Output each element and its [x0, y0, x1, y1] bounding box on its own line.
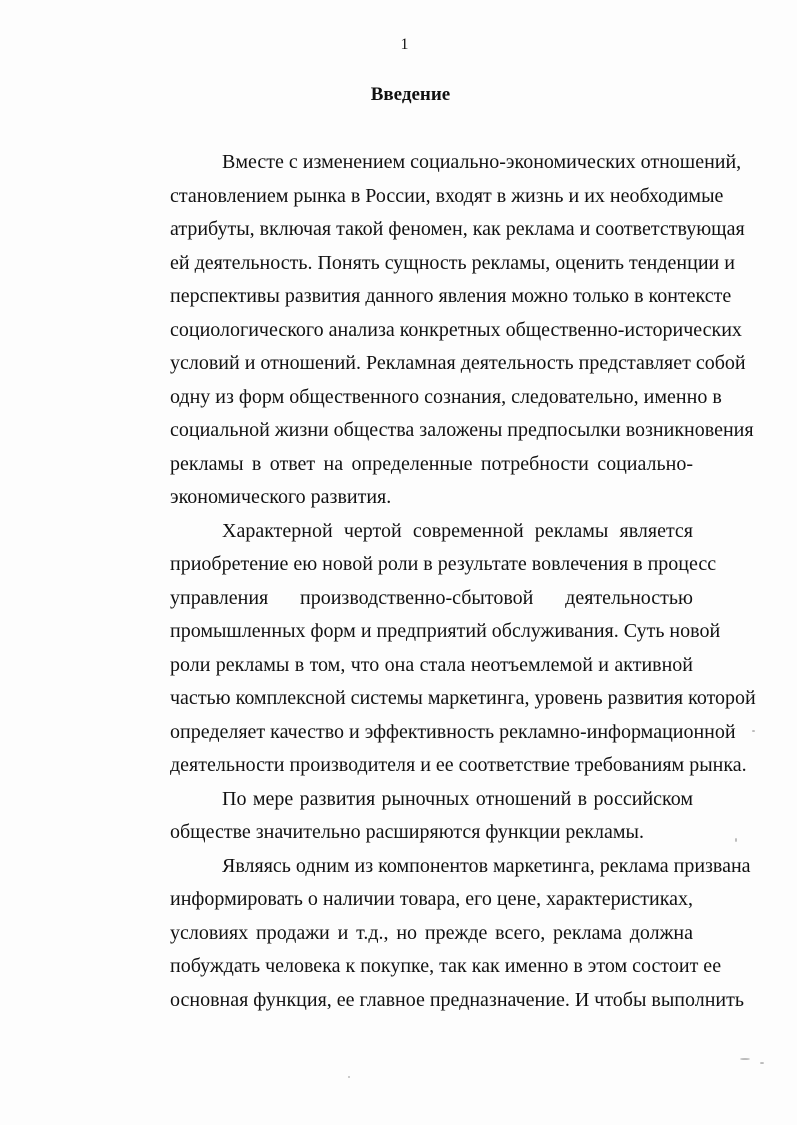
paragraph-3 [118, 783, 693, 850]
text-line: информировать о наличии товара, его цене, характеристиках, [170, 888, 693, 910]
text-line: Вместе с изменением социально-экономических отношений, [222, 151, 742, 173]
text-line: приобретение ею новой роли в результате вовлечения в процесс [170, 553, 717, 575]
text-line: атрибуты, включая такой феномен, как реклама и соответствующая [170, 218, 745, 240]
text-line: управления производственно-сбытовой деятельностью [170, 586, 693, 609]
text-line: определяет качество и эффективность рекламно-информационной [170, 720, 736, 743]
paragraph-4 [118, 850, 751, 1018]
scan-speck [740, 1058, 750, 1060]
text-line: промышленных форм и предприятий обслуживания. Суть новой [170, 620, 721, 642]
text-line: деятельности производителя и ее соответствие требованиям рынка. [170, 754, 747, 776]
scan-speck [760, 1062, 764, 1064]
text-line: Характерной чертой современной рекламы является [222, 519, 693, 542]
scan-speck [348, 1076, 350, 1078]
text-line: социальной жизни общества заложены предпосылки возникновения [170, 419, 754, 441]
text-line: роли рекламы в том, что она стала неотъемлемой и активной [170, 653, 693, 676]
text-line: одну из форм общественного сознания, следовательно, именно в [170, 385, 722, 408]
text-line: социологического анализа конкретных общественно-исторических [170, 318, 742, 341]
text-line: Являясь одним из компонентов маркетинга, реклама призвана [222, 854, 751, 877]
paragraph-1 [118, 146, 754, 515]
text-line: экономического развития. [170, 486, 392, 508]
scan-speck [752, 730, 755, 732]
text-line: рекламы в ответ на определенные потребности социально- [170, 452, 693, 475]
document-body [118, 146, 756, 1017]
text-line: основная функция, ее главное предназначение. И чтобы выполнить [170, 988, 744, 1011]
scan-speck [735, 838, 737, 842]
text-line: условий и отношений. Рекламная деятельность представляет собой [170, 352, 746, 374]
text-line: условиях продажи и т.д., но прежде всего, реклама должна [170, 921, 693, 944]
text-line: частью комплексной системы маркетинга, уровень развития которой [170, 687, 756, 709]
text-line: ей деятельность. Понять сущность рекламы, оценить тенденции и [170, 251, 735, 274]
text-line: побуждать человека к покупке, так как именно в этом состоит ее [170, 955, 722, 977]
text-line: перспективы развития данного явления можно только в контексте [170, 285, 732, 307]
page-title: Введение [370, 84, 451, 105]
text-line: становлением рынка в России, входят в жизнь и их необходимые [170, 184, 724, 207]
paragraph-2 [118, 515, 756, 783]
text-line: обществе значительно расширяются функции рекламы. [170, 821, 644, 843]
page-number: 1 [400, 36, 409, 53]
text-line: По мере развития рыночных отношений в российском [222, 787, 693, 810]
